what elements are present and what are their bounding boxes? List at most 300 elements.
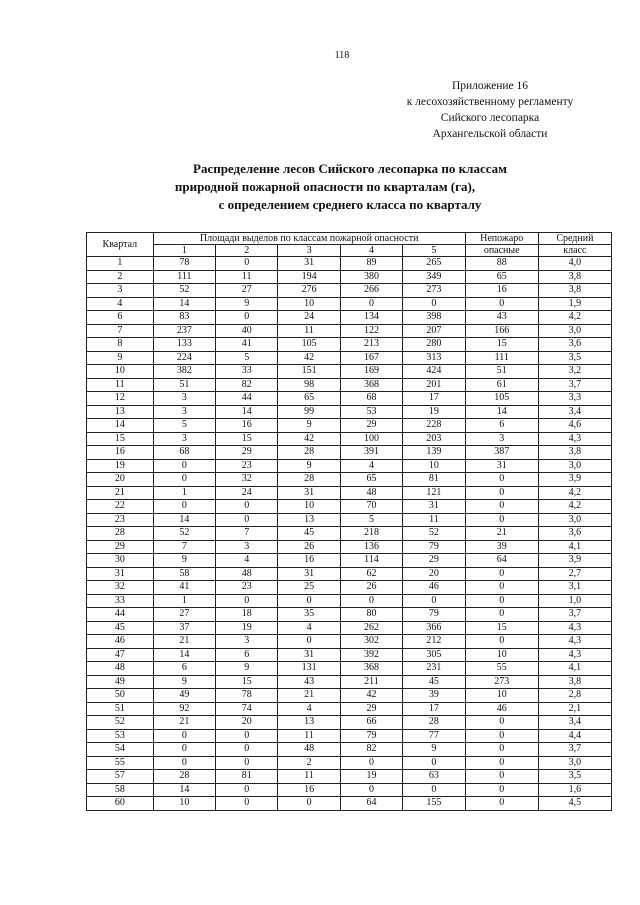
cell-class-3: 13 [278, 513, 340, 527]
cell-class-4: 122 [340, 324, 402, 338]
cell-class-1: 28 [153, 770, 215, 784]
table-row [87, 567, 612, 581]
cell-average: 3,8 [538, 284, 611, 298]
cell-nonfire: 43 [465, 311, 538, 325]
cell-class-3: 11 [278, 729, 340, 743]
cell-class-3: 4 [278, 702, 340, 716]
cell-class-5: 349 [403, 270, 465, 284]
cell-average: 1,6 [538, 783, 611, 797]
cell-class-2: 74 [216, 702, 278, 716]
cell-average: 4,3 [538, 648, 611, 662]
cell-quarter: 14 [87, 419, 154, 433]
cell-class-5: 0 [403, 783, 465, 797]
cell-quarter: 52 [87, 716, 154, 730]
cell-class-2: 9 [216, 662, 278, 676]
cell-nonfire: 166 [465, 324, 538, 338]
cell-class-3: 48 [278, 743, 340, 757]
header-class: 3 [278, 245, 340, 257]
cell-class-5: 313 [403, 351, 465, 365]
cell-class-2: 0 [216, 513, 278, 527]
cell-class-5: 45 [403, 675, 465, 689]
table-row [87, 351, 612, 365]
table-row [87, 324, 612, 338]
header-class: 4 [340, 245, 402, 257]
cell-class-1: 51 [153, 378, 215, 392]
cell-class-1: 49 [153, 689, 215, 703]
cell-class-5: 81 [403, 473, 465, 487]
cell-class-2: 5 [216, 351, 278, 365]
table-row [87, 540, 612, 554]
cell-quarter: 4 [87, 297, 154, 311]
cell-quarter: 50 [87, 689, 154, 703]
cell-quarter: 47 [87, 648, 154, 662]
cell-class-2: 81 [216, 770, 278, 784]
cell-class-1: 37 [153, 621, 215, 635]
cell-class-5: 10 [403, 459, 465, 473]
table-row [87, 554, 612, 568]
cell-class-1: 224 [153, 351, 215, 365]
cell-class-3: 43 [278, 675, 340, 689]
cell-average: 3,6 [538, 338, 611, 352]
cell-quarter: 30 [87, 554, 154, 568]
header-quarter: Квартал [87, 233, 154, 257]
table-row [87, 459, 612, 473]
cell-quarter: 46 [87, 635, 154, 649]
cell-class-2: 4 [216, 554, 278, 568]
cell-class-2: 15 [216, 432, 278, 446]
table-row [87, 513, 612, 527]
cell-class-3: 13 [278, 716, 340, 730]
cell-average: 3,6 [538, 527, 611, 541]
cell-nonfire: 0 [465, 486, 538, 500]
table-row [87, 473, 612, 487]
cell-class-2: 7 [216, 527, 278, 541]
cell-class-3: 2 [278, 756, 340, 770]
cell-class-1: 6 [153, 662, 215, 676]
cell-class-1: 133 [153, 338, 215, 352]
cell-average: 3,7 [538, 378, 611, 392]
cell-quarter: 33 [87, 594, 154, 608]
table-row [87, 365, 612, 379]
cell-quarter: 11 [87, 378, 154, 392]
cell-quarter: 54 [87, 743, 154, 757]
cell-class-3: 28 [278, 473, 340, 487]
cell-class-2: 14 [216, 405, 278, 419]
cell-average: 3,7 [538, 743, 611, 757]
cell-class-3: 105 [278, 338, 340, 352]
cell-class-2: 15 [216, 675, 278, 689]
table-row [87, 338, 612, 352]
table-row [87, 284, 612, 298]
table-row [87, 797, 612, 811]
cell-class-1: 5 [153, 419, 215, 433]
cell-average: 3,5 [538, 351, 611, 365]
cell-class-2: 9 [216, 297, 278, 311]
cell-class-3: 42 [278, 351, 340, 365]
table-row [87, 743, 612, 757]
cell-class-4: 70 [340, 500, 402, 514]
cell-nonfire: 39 [465, 540, 538, 554]
cell-class-1: 7 [153, 540, 215, 554]
header-areas: Площади выделов по классам пожарной опасности [153, 233, 465, 245]
cell-nonfire: 0 [465, 513, 538, 527]
cell-average: 2,1 [538, 702, 611, 716]
cell-class-2: 0 [216, 756, 278, 770]
cell-class-4: 29 [340, 419, 402, 433]
cell-class-1: 0 [153, 459, 215, 473]
cell-nonfire: 46 [465, 702, 538, 716]
cell-class-1: 1 [153, 486, 215, 500]
table-row [87, 716, 612, 730]
cell-nonfire: 15 [465, 621, 538, 635]
cell-class-3: 9 [278, 459, 340, 473]
cell-class-2: 23 [216, 581, 278, 595]
cell-quarter: 57 [87, 770, 154, 784]
cell-average: 3,0 [538, 756, 611, 770]
cell-class-1: 21 [153, 635, 215, 649]
cell-class-2: 0 [216, 729, 278, 743]
cell-class-4: 62 [340, 567, 402, 581]
cell-class-3: 151 [278, 365, 340, 379]
cell-class-4: 391 [340, 446, 402, 460]
cell-average: 3,4 [538, 405, 611, 419]
cell-average: 3,0 [538, 324, 611, 338]
cell-average: 3,4 [538, 716, 611, 730]
cell-class-4: 0 [340, 594, 402, 608]
cell-quarter: 15 [87, 432, 154, 446]
cell-class-2: 24 [216, 486, 278, 500]
table-row [87, 446, 612, 460]
cell-class-4: 211 [340, 675, 402, 689]
cell-class-1: 111 [153, 270, 215, 284]
appendix-line: Архангельской области [432, 128, 548, 140]
cell-quarter: 8 [87, 338, 154, 352]
cell-class-5: 79 [403, 608, 465, 622]
cell-class-4: 266 [340, 284, 402, 298]
cell-average: 3,8 [538, 270, 611, 284]
cell-class-4: 65 [340, 473, 402, 487]
cell-class-3: 31 [278, 486, 340, 500]
cell-class-1: 3 [153, 432, 215, 446]
cell-class-5: 203 [403, 432, 465, 446]
header-average: Средний [538, 233, 611, 245]
cell-class-4: 19 [340, 770, 402, 784]
cell-class-4: 68 [340, 392, 402, 406]
cell-class-2: 0 [216, 783, 278, 797]
cell-class-3: 194 [278, 270, 340, 284]
cell-class-1: 3 [153, 405, 215, 419]
cell-class-3: 45 [278, 527, 340, 541]
cell-nonfire: 0 [465, 297, 538, 311]
cell-class-4: 134 [340, 311, 402, 325]
cell-average: 3,8 [538, 446, 611, 460]
cell-class-3: 98 [278, 378, 340, 392]
header-class: 5 [403, 245, 465, 257]
cell-quarter: 31 [87, 567, 154, 581]
cell-nonfire: 387 [465, 446, 538, 460]
cell-quarter: 48 [87, 662, 154, 676]
table-row [87, 378, 612, 392]
cell-class-2: 0 [216, 257, 278, 271]
table-row [87, 392, 612, 406]
cell-class-5: 207 [403, 324, 465, 338]
cell-average: 3,0 [538, 459, 611, 473]
cell-class-4: 0 [340, 297, 402, 311]
cell-class-4: 302 [340, 635, 402, 649]
cell-class-2: 78 [216, 689, 278, 703]
cell-average: 3,1 [538, 581, 611, 595]
cell-quarter: 1 [87, 257, 154, 271]
cell-class-3: 31 [278, 567, 340, 581]
cell-class-4: 368 [340, 378, 402, 392]
cell-nonfire: 0 [465, 797, 538, 811]
cell-class-3: 10 [278, 297, 340, 311]
cell-class-5: 212 [403, 635, 465, 649]
cell-class-3: 26 [278, 540, 340, 554]
document-title [140, 160, 560, 214]
cell-class-2: 6 [216, 648, 278, 662]
cell-class-3: 0 [278, 797, 340, 811]
table-row [87, 702, 612, 716]
table-row [87, 689, 612, 703]
table-row [87, 297, 612, 311]
cell-class-5: 231 [403, 662, 465, 676]
table-row [87, 486, 612, 500]
cell-average: 3,0 [538, 513, 611, 527]
cell-class-5: 280 [403, 338, 465, 352]
cell-class-1: 10 [153, 797, 215, 811]
cell-class-5: 366 [403, 621, 465, 635]
cell-class-2: 0 [216, 797, 278, 811]
cell-nonfire: 0 [465, 594, 538, 608]
cell-nonfire: 0 [465, 635, 538, 649]
cell-class-5: 77 [403, 729, 465, 743]
cell-class-4: 64 [340, 797, 402, 811]
cell-average: 4,0 [538, 257, 611, 271]
cell-average: 3,2 [538, 365, 611, 379]
table-row [87, 756, 612, 770]
cell-class-5: 273 [403, 284, 465, 298]
cell-class-1: 237 [153, 324, 215, 338]
cell-nonfire: 0 [465, 500, 538, 514]
cell-class-4: 80 [340, 608, 402, 622]
cell-nonfire: 0 [465, 756, 538, 770]
title-line: Распределение лесов Сийского лесопарка по классам [193, 161, 507, 176]
cell-class-5: 79 [403, 540, 465, 554]
cell-class-4: 136 [340, 540, 402, 554]
cell-class-1: 14 [153, 513, 215, 527]
cell-class-2: 16 [216, 419, 278, 433]
cell-nonfire: 88 [465, 257, 538, 271]
cell-class-5: 0 [403, 756, 465, 770]
table-row [87, 729, 612, 743]
cell-quarter: 7 [87, 324, 154, 338]
cell-class-1: 68 [153, 446, 215, 460]
cell-class-2: 27 [216, 284, 278, 298]
cell-class-2: 11 [216, 270, 278, 284]
cell-class-3: 9 [278, 419, 340, 433]
cell-class-5: 398 [403, 311, 465, 325]
cell-quarter: 28 [87, 527, 154, 541]
cell-class-1: 1 [153, 594, 215, 608]
cell-class-4: 53 [340, 405, 402, 419]
header-class: 2 [216, 245, 278, 257]
cell-average: 1,0 [538, 594, 611, 608]
cell-average: 1,9 [538, 297, 611, 311]
cell-class-2: 23 [216, 459, 278, 473]
cell-nonfire: 0 [465, 581, 538, 595]
cell-class-2: 82 [216, 378, 278, 392]
cell-class-2: 40 [216, 324, 278, 338]
cell-class-4: 29 [340, 702, 402, 716]
cell-class-2: 0 [216, 311, 278, 325]
cell-class-1: 27 [153, 608, 215, 622]
cell-class-3: 21 [278, 689, 340, 703]
cell-average: 3,5 [538, 770, 611, 784]
cell-quarter: 2 [87, 270, 154, 284]
cell-nonfire: 14 [465, 405, 538, 419]
cell-quarter: 29 [87, 540, 154, 554]
cell-class-4: 82 [340, 743, 402, 757]
cell-average: 2,7 [538, 567, 611, 581]
cell-quarter: 44 [87, 608, 154, 622]
cell-class-4: 48 [340, 486, 402, 500]
cell-average: 3,9 [538, 473, 611, 487]
cell-class-1: 0 [153, 756, 215, 770]
cell-class-2: 20 [216, 716, 278, 730]
cell-class-3: 31 [278, 648, 340, 662]
cell-class-4: 5 [340, 513, 402, 527]
cell-quarter: 53 [87, 729, 154, 743]
header-nonfire-cont: опасные [465, 245, 538, 257]
cell-class-5: 20 [403, 567, 465, 581]
cell-average: 4,2 [538, 311, 611, 325]
cell-average: 3,3 [538, 392, 611, 406]
cell-nonfire: 10 [465, 689, 538, 703]
cell-average: 4,4 [538, 729, 611, 743]
cell-average: 3,9 [538, 554, 611, 568]
cell-class-2: 3 [216, 635, 278, 649]
cell-class-4: 89 [340, 257, 402, 271]
cell-nonfire: 31 [465, 459, 538, 473]
cell-quarter: 12 [87, 392, 154, 406]
cell-nonfire: 0 [465, 743, 538, 757]
cell-class-1: 21 [153, 716, 215, 730]
table-row [87, 270, 612, 284]
fire-danger-table [86, 232, 612, 811]
appendix-line: к лесохозяйственному регламенту [406, 96, 574, 108]
cell-quarter: 51 [87, 702, 154, 716]
cell-class-3: 0 [278, 635, 340, 649]
cell-class-2: 33 [216, 365, 278, 379]
cell-class-2: 41 [216, 338, 278, 352]
cell-nonfire: 0 [465, 567, 538, 581]
table-row [87, 675, 612, 689]
cell-average: 4,5 [538, 797, 611, 811]
table-row [87, 432, 612, 446]
cell-average: 4,3 [538, 432, 611, 446]
cell-class-5: 52 [403, 527, 465, 541]
cell-class-5: 121 [403, 486, 465, 500]
cell-quarter: 22 [87, 500, 154, 514]
cell-average: 4,2 [538, 486, 611, 500]
cell-nonfire: 51 [465, 365, 538, 379]
cell-nonfire: 0 [465, 770, 538, 784]
cell-quarter: 6 [87, 311, 154, 325]
cell-quarter: 45 [87, 621, 154, 635]
cell-class-5: 9 [403, 743, 465, 757]
cell-class-1: 52 [153, 284, 215, 298]
cell-class-5: 155 [403, 797, 465, 811]
cell-class-3: 10 [278, 500, 340, 514]
table-row [87, 405, 612, 419]
cell-class-4: 0 [340, 783, 402, 797]
cell-class-4: 26 [340, 581, 402, 595]
table-row [87, 500, 612, 514]
cell-quarter: 55 [87, 756, 154, 770]
cell-nonfire: 55 [465, 662, 538, 676]
cell-nonfire: 10 [465, 648, 538, 662]
cell-quarter: 3 [87, 284, 154, 298]
cell-class-4: 4 [340, 459, 402, 473]
cell-class-4: 262 [340, 621, 402, 635]
cell-class-1: 0 [153, 743, 215, 757]
cell-class-5: 28 [403, 716, 465, 730]
table-row [87, 419, 612, 433]
cell-class-1: 52 [153, 527, 215, 541]
cell-class-2: 0 [216, 594, 278, 608]
cell-quarter: 20 [87, 473, 154, 487]
cell-class-5: 305 [403, 648, 465, 662]
cell-nonfire: 3 [465, 432, 538, 446]
cell-quarter: 16 [87, 446, 154, 460]
header-nonfire: Непожаро [465, 233, 538, 245]
cell-class-4: 368 [340, 662, 402, 676]
cell-nonfire: 111 [465, 351, 538, 365]
cell-class-4: 114 [340, 554, 402, 568]
cell-class-5: 228 [403, 419, 465, 433]
table-row [87, 608, 612, 622]
cell-class-2: 0 [216, 743, 278, 757]
table-header [87, 233, 612, 257]
cell-class-5: 139 [403, 446, 465, 460]
cell-average: 4,2 [538, 500, 611, 514]
appendix-note [360, 78, 620, 142]
cell-class-5: 424 [403, 365, 465, 379]
cell-class-3: 25 [278, 581, 340, 595]
cell-class-1: 41 [153, 581, 215, 595]
cell-class-5: 11 [403, 513, 465, 527]
cell-class-1: 382 [153, 365, 215, 379]
cell-nonfire: 0 [465, 729, 538, 743]
cell-class-4: 100 [340, 432, 402, 446]
header-class: 1 [153, 245, 215, 257]
cell-class-4: 42 [340, 689, 402, 703]
cell-nonfire: 0 [465, 716, 538, 730]
cell-class-1: 58 [153, 567, 215, 581]
cell-class-1: 9 [153, 675, 215, 689]
cell-class-2: 0 [216, 500, 278, 514]
cell-quarter: 10 [87, 365, 154, 379]
cell-quarter: 21 [87, 486, 154, 500]
cell-class-5: 0 [403, 594, 465, 608]
cell-class-4: 380 [340, 270, 402, 284]
cell-class-5: 39 [403, 689, 465, 703]
cell-class-2: 32 [216, 473, 278, 487]
header-average-cont: класс [538, 245, 611, 257]
cell-class-5: 17 [403, 392, 465, 406]
table-row [87, 770, 612, 784]
